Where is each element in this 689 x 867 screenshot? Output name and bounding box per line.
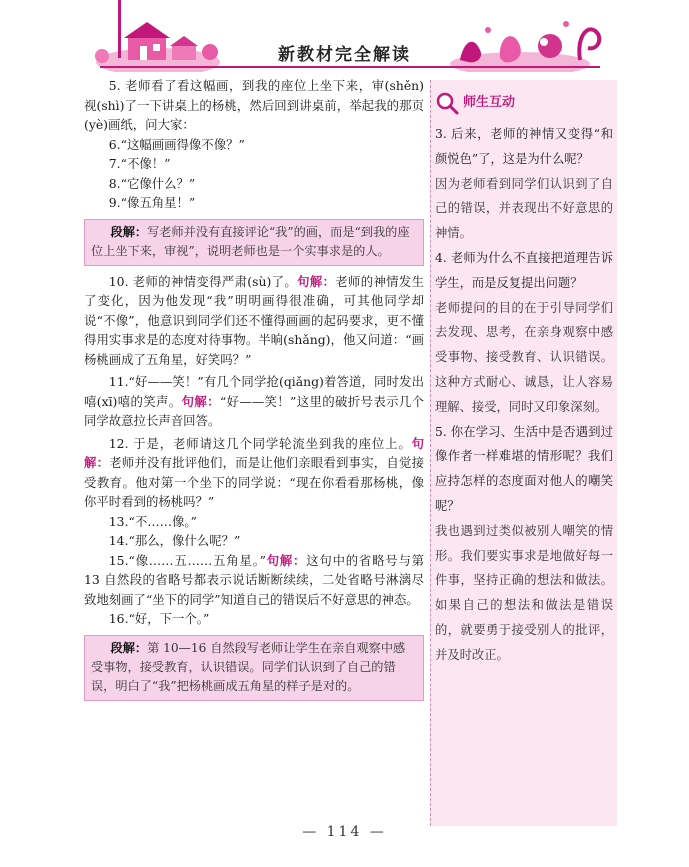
paragraph-11-text: 11.“好——笑！”有几个同学抢(qiǎng)着答道，同时发出嘻(xī)嘻的笑声。 bbox=[84, 374, 424, 409]
magnifier-icon bbox=[435, 91, 459, 115]
answer-4: 老师提问的目的在于引导同学们去发现、思考，在亲身观察中感受事物、接受教育、认识错误。这种方式耐心、诚恳，让人容易理解、接受，同时又印象深刻。 bbox=[435, 300, 613, 414]
main-text-column bbox=[84, 76, 424, 707]
note-text: 第 10—16 自然段写老师让学生在亲自观察中感受事物，接受教育，认识错误。同学们认识到了自己的错误，明白了“我”把杨桃画成五角星的样子是对的。 bbox=[91, 640, 406, 693]
sentence-note-label: 句解： bbox=[84, 435, 424, 470]
paragraph-15 bbox=[84, 551, 424, 610]
header-divider bbox=[100, 66, 600, 68]
paragraph-12 bbox=[84, 434, 424, 512]
paragraph-note-2 bbox=[84, 635, 424, 701]
sidebar-heading bbox=[435, 88, 613, 118]
sidebar-interaction bbox=[430, 80, 617, 826]
answer-3: 因为老师看到同学们认识到了自己的错误，并表现出不好意思的神情。 bbox=[435, 176, 613, 241]
sentence-note-text: 这句中的省略号与第 13 自然段的省略号都表示说话断断续续，二处省略号淋漓尽致地刻画了“坐下的同学”知道自己的错误后不好意思的神态。 bbox=[84, 552, 425, 607]
page-header bbox=[0, 0, 689, 78]
sidebar-title: 师生互动 bbox=[463, 94, 516, 110]
header-title: 新教材完全解读 bbox=[278, 45, 411, 65]
note-label: 段解： bbox=[110, 224, 148, 239]
line-6: 6.“这幅画画得像不像？” bbox=[108, 136, 245, 152]
line-14: 14.“那么，像什么呢？” bbox=[108, 533, 241, 548]
line-9: 9.“像五角星！” bbox=[108, 195, 196, 210]
sentence-note-label: 句解： bbox=[265, 552, 307, 568]
note-label: 段解： bbox=[110, 640, 148, 655]
question-3: 3. 后来，老师的神情又变得“和颜悦色”了，这是为什么呢？ bbox=[435, 127, 613, 166]
paragraph-5: 5. 老师看了看这幅画，到我的座位上坐下来，审(shěn)视(shì)了一下讲桌上的杨桃，然后回到讲桌前，举起我的那页(yè)画纸，问大家： bbox=[84, 78, 424, 132]
sentence-note-text: 老师并没有批评他们，而是让他们亲眼看到事实，自觉接受教育。他对第一个坐下的同学说：“现在你看看那杨桃，像你平时看到的杨桃吗？” bbox=[84, 455, 425, 509]
line-13: 13.“不……像。” bbox=[108, 513, 197, 529]
paragraph-12-text: 12. 于是，老师请这几个同学轮流坐到我的座位上。 bbox=[108, 435, 412, 451]
paragraph-10-text: 10. 老师的神情变得严肃(sù)了。 bbox=[108, 273, 298, 289]
line-8: 8.“它像什么？” bbox=[108, 175, 196, 191]
paragraph-note-1 bbox=[84, 219, 424, 266]
paragraph-10 bbox=[84, 272, 424, 370]
line-16: 16.“好，下一个。” bbox=[108, 611, 210, 626]
page-number: — 114 — bbox=[302, 824, 387, 840]
sentence-note-label: 句解： bbox=[297, 273, 336, 289]
question-5: 5. 你在学习、生活中是否遇到过像作者一样难堪的情形呢？我们应持怎样的态度面对他人的嘲笑呢？ bbox=[435, 424, 613, 513]
paragraph-11 bbox=[84, 372, 424, 431]
line-7: 7.“不像！” bbox=[108, 156, 171, 171]
sentence-note-text: “好——笑！”这里的破折号表示几个同学故意拉长声音回答。 bbox=[84, 393, 425, 428]
paragraph-15-text: 15.“像……五……五角星。” bbox=[108, 552, 266, 568]
sentence-note-text: 老师的神情发生了变化，因为他发现“我”明明画得很准确，可其他同学却说“不像”，他意识到同学们还不懂得画画的起码要求，更不懂得用实事求是的态度对待事物。半晌(shǎng)，他又问道：“画杨桃画成了五角星，好笑吗？” bbox=[84, 273, 425, 367]
answer-5: 我也遇到过类似被别人嘲笑的情形。我们要实事求是地做好每一件事，坚持正确的想法和做法。如果自己的想法和做法是错误的，就要勇于接受别人的批评，并及时改正。 bbox=[435, 523, 613, 662]
sentence-note-label: 句解： bbox=[181, 393, 220, 409]
question-4: 4. 老师为什么不直接把道理告诉学生，而是反复提出问题？ bbox=[435, 250, 613, 290]
note-text: 写老师并没有直接评论“我”的画，而是“到我的座位上坐下来，审视”，说明老师也是一个实事求是的人。 bbox=[91, 224, 410, 258]
